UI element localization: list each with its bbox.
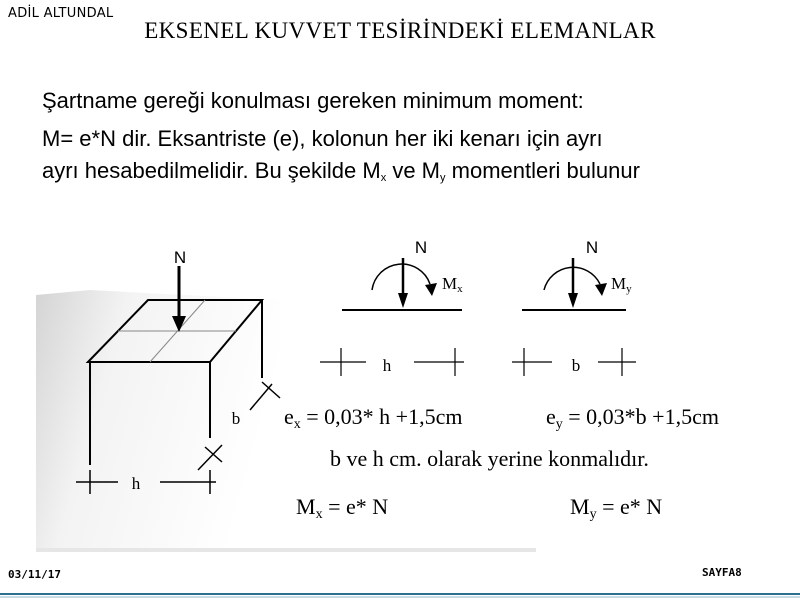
moment-x-arc xyxy=(372,264,430,290)
formula-my: $M_y = e*$ N xyxy=(570,494,663,522)
moment-x-force-head xyxy=(398,293,408,308)
moment-diagram-x xyxy=(320,238,464,376)
moment-x-dim-label: h xyxy=(382,356,392,375)
author-name: ADİL ALTUNDAL xyxy=(8,6,114,21)
formula-mx: $M_x = e*$ N xyxy=(296,494,389,522)
moment-diagram-y xyxy=(512,238,636,376)
moment-y-force-label: N xyxy=(585,238,599,257)
paragraph-line-2: M= e*N dir. Eksantriste (e), kolonun her iki kenarı için ayrı xyxy=(42,126,603,151)
load-label: N xyxy=(173,248,187,267)
footer-date: 03/11/17 xyxy=(8,568,61,581)
page-title: EKSENEL KUVVET TESİRİNDEKİ ELEMANLAR xyxy=(144,18,656,43)
dim-b-label: b xyxy=(231,409,241,428)
moment-x-label: Mx xyxy=(442,274,463,295)
formula-ey: $e_y = 0,03*b +1,5cm$ xyxy=(546,404,719,432)
line3-sub-x: x xyxy=(380,172,387,184)
moment-y-force-head xyxy=(568,293,578,308)
line3-part-b: ve M xyxy=(386,158,441,183)
moment-x-arc-head xyxy=(425,283,437,296)
dim-h-label: h xyxy=(131,474,141,493)
moment-y-arc-head xyxy=(595,283,607,296)
moment-y-dim-label: b xyxy=(571,356,581,375)
line3-part-c: momentleri bulunur xyxy=(445,158,640,183)
formula-note: b ve h cm. olarak yerine konmalıdır. xyxy=(330,446,649,471)
line3-sub-y: y xyxy=(440,172,446,184)
dim-b-lower-line xyxy=(198,445,222,470)
formula-ex: $e_x = 0,03*$ h +1,5cm xyxy=(284,404,463,432)
line3-part-a: ayrı hesabedilmelidir. Bu şekilde M xyxy=(42,158,381,183)
footer-page-number: SAYFA8 xyxy=(702,566,742,579)
moment-y-label: My xyxy=(611,274,632,295)
paragraph-line-1: Şartname gereği konulması gereken minimum moment: xyxy=(42,88,584,113)
moment-x-force-label: N xyxy=(414,238,428,257)
